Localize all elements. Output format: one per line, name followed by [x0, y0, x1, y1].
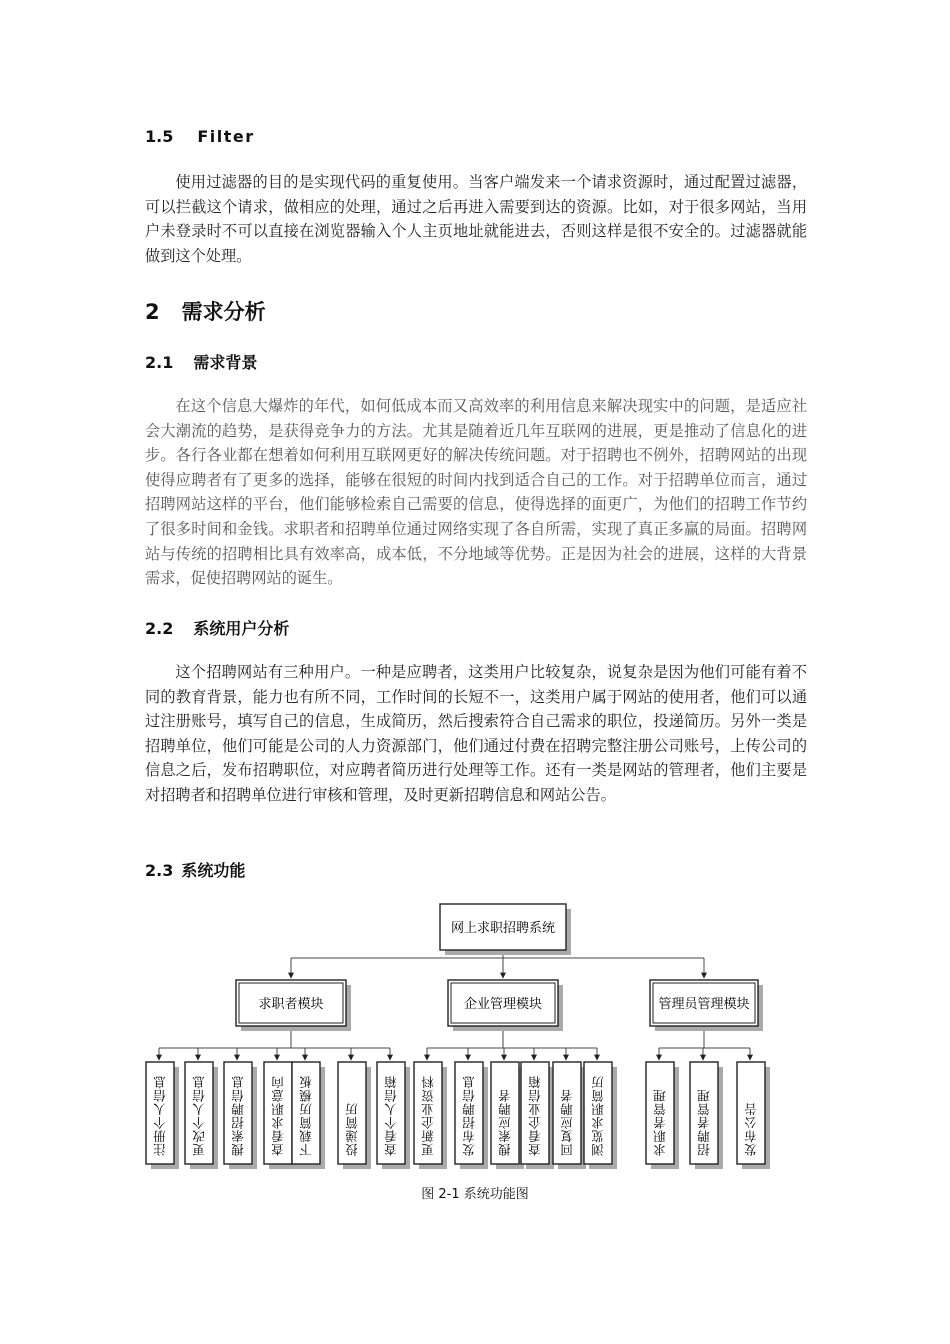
paragraph-filter: 使用过滤器的目的是实现代码的重复使用。当客户端发来一个请求资源时，通过配置过滤器，可以拦截这个请求，做相应的处理，通过之后再进入需要到达的资源。比如，对于很多网站，当用户未登录时不可以直接在浏览器输入个人主页地址就能进去，否则这样是很不安全的。过滤器就能做到这个处理。: [145, 173, 807, 265]
paragraph-users: 这个招聘网站有三种用户。一种是应聘者，这类用户比较复杂，说复杂是因为他们可能有着不同的教育背景，能力也有所不同，工作时间的长短不一，这类用户属于网站的使用者，他们可以通过注册账号，填写自己的信息，生成简历，然后搜索符合自己需求的职位，投递简历。另外一类是招聘单位，他们可能是公司的人力资源部门，他们通过付费在招聘完整注册公司账号，上传公司的信息之后，发布招聘职位，对应聘者简历进行处理等工作。还有一类是网站的管理者，他们主要是对招聘者和招聘单位进行审核和管理，及时更新招聘信息和网站公告。: [145, 663, 807, 804]
leaf-node-10: [491, 1062, 524, 1169]
module-node-1-label: 求职者模块: [258, 997, 324, 1012]
section-title: 需求分析: [181, 300, 266, 324]
leaf-node-3-label: 搜索招聘信息: [230, 1075, 246, 1156]
figure-caption: 图 2-1 系统功能图: [421, 1187, 529, 1202]
leaf-node-7-label: 查看个人信箱: [383, 1075, 399, 1156]
leaf-node-1: [146, 1062, 179, 1169]
leaf-node-13-label: 浏览求职简历: [590, 1075, 606, 1156]
leaf-node-7: [377, 1062, 410, 1169]
leaf-node-8-label: 更新企业资料: [420, 1075, 436, 1156]
leaf-node-13: [584, 1062, 617, 1169]
section-number: 2.2: [145, 619, 174, 638]
leaf-node-6: [338, 1062, 371, 1169]
leaf-node-12-label: 回复应聘者: [559, 1088, 575, 1156]
section-number: 2.1: [145, 353, 174, 372]
root-node: [440, 904, 571, 955]
leaf-node-11-label: 查看企业信箱: [527, 1075, 543, 1156]
leaf-node-16-label: 发布公告: [743, 1102, 759, 1156]
module-node-2-label: 企业管理模块: [463, 997, 543, 1012]
leaf-node-14-label: 求职者管理: [652, 1088, 668, 1156]
leaf-node-14: [646, 1062, 679, 1169]
module-node-1: [236, 980, 351, 1031]
leaf-node-2: [185, 1062, 218, 1169]
section-number: 1.5: [145, 127, 174, 146]
leaf-node-3: [224, 1062, 257, 1169]
section-title: Filter: [197, 127, 255, 146]
leaf-node-6-label: 投递简历: [344, 1102, 360, 1156]
module-node-3-label: 管理员管理模块: [658, 997, 750, 1012]
leaf-node-8: [414, 1062, 447, 1169]
leaf-node-9-label: 发布招聘信息: [461, 1075, 477, 1156]
module-node-2: [448, 980, 563, 1031]
section-title: 需求背景: [193, 353, 258, 372]
section-title: 系统用户分析: [193, 619, 290, 638]
root-node-label: 网上求职招聘系统: [450, 921, 556, 936]
leaf-node-1-label: 注册个人信息: [152, 1075, 168, 1156]
leaf-node-5: [292, 1062, 325, 1169]
section-title: 系统功能: [181, 861, 246, 880]
section-number: 2.3: [145, 861, 174, 880]
leaf-node-10-label: 搜索应聘者: [497, 1088, 513, 1156]
leaf-node-4-label: 查看求职意向: [270, 1075, 286, 1156]
leaf-node-11: [521, 1062, 554, 1169]
leaf-node-5-label: 下载简历模板: [298, 1075, 314, 1156]
leaf-node-15: [690, 1062, 723, 1169]
paragraph-background: 在这个信息大爆炸的年代，如何低成本而又高效率的利用信息来解决现实中的问题，是适应社会大潮流的趋势，是获得竞争力的方法。尤其是随着近几年互联网的进展，更是推动了信息化的进步。各行各业都在想着如何利用互联网更好的解决传统问题。对于招聘也不例外，招聘网站的出现使得应聘者有了更多的选择，能够在很短的时间内找到适合自己的工作。对于招聘单位而言，通过招聘网站这样的平台，他们能够检索自己需要的信息，使得选择的面更广，为他们的招聘工作节约了很多时间和金钱。求职者和招聘单位通过网络实现了各自所需，实现了真正多赢的局面。招聘网站与传统的招聘相比具有效率高，成本低，不分地域等优势。正是因为社会的进展，这样的大背景需求，促使招聘网站的诞生。: [145, 397, 807, 588]
leaf-node-2-label: 更改个人信息: [191, 1075, 207, 1156]
leaf-node-15-label: 招聘者管理: [696, 1088, 712, 1156]
leaf-node-12: [553, 1062, 586, 1169]
leaf-node-9: [455, 1062, 488, 1169]
module-node-3: [650, 980, 763, 1031]
leaf-node-16: [737, 1062, 770, 1169]
section-number: 2: [145, 300, 160, 324]
